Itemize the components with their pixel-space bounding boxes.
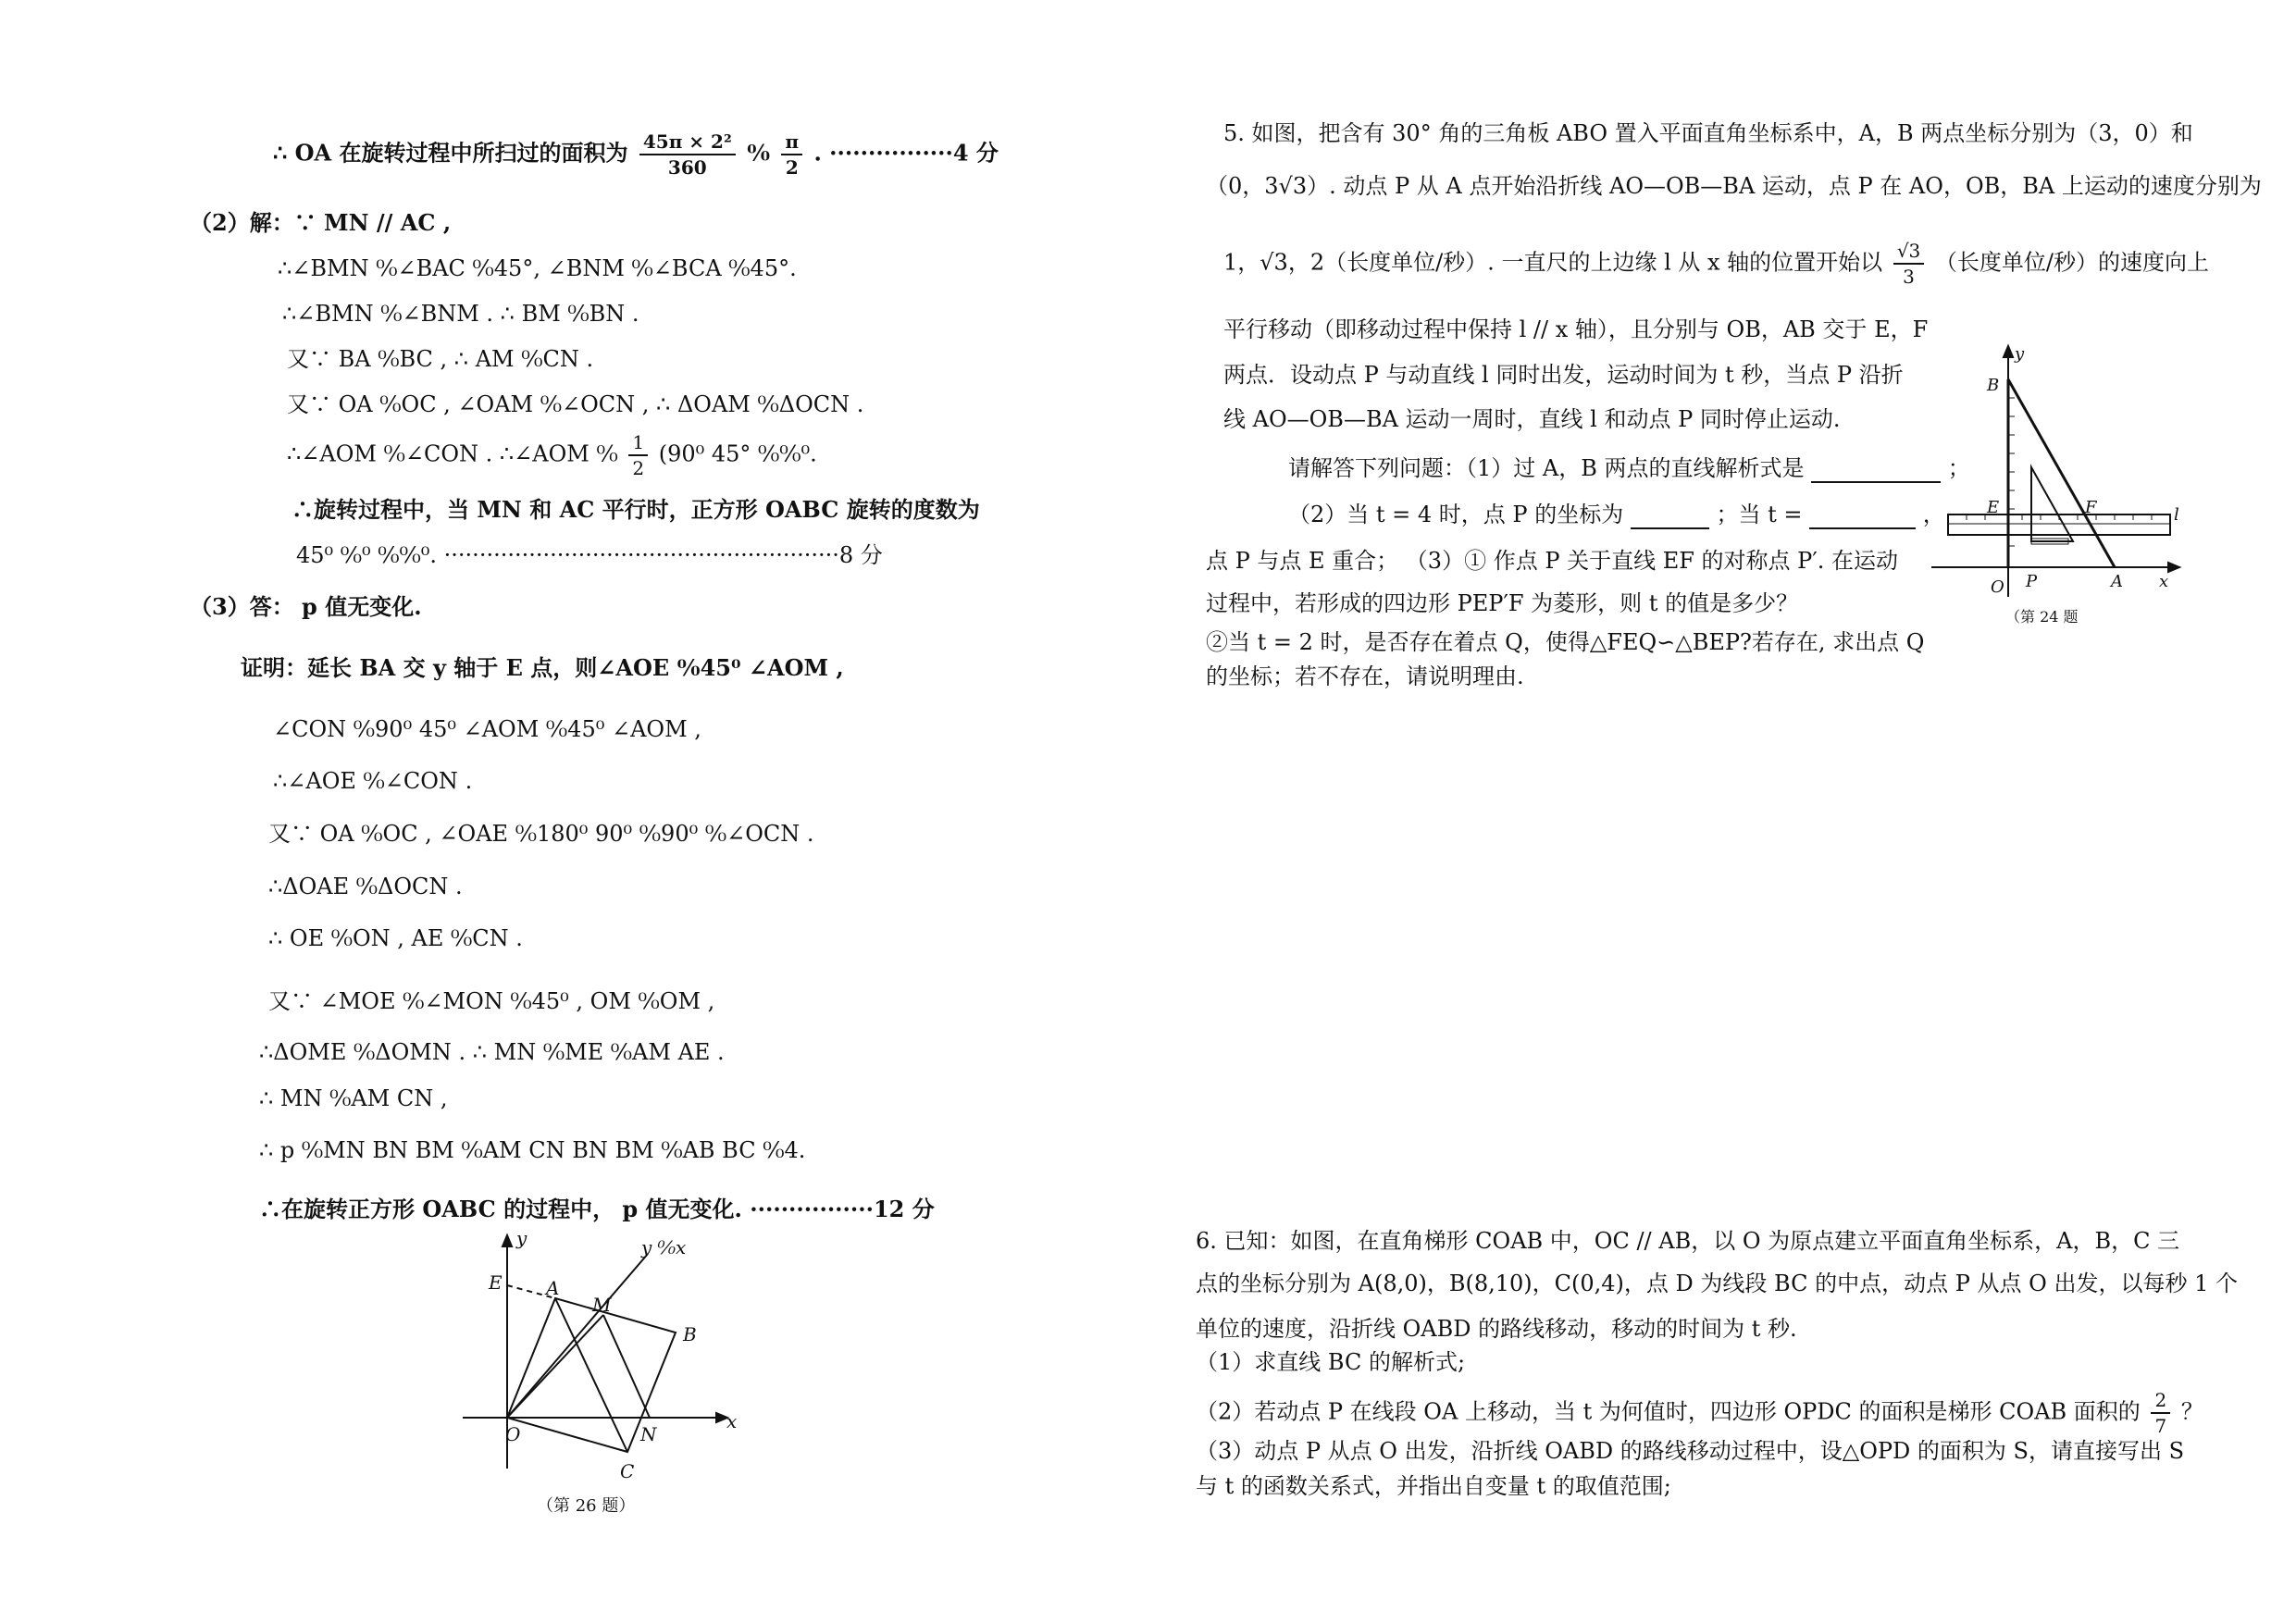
fraction-denominator: 3 bbox=[1903, 266, 1915, 288]
solution-line-18: ∴ΔOME ⁰⁄₀ΔOMN . ∴ MN ⁰⁄₀ME ⁰⁄₀AM AE . bbox=[259, 1039, 725, 1065]
solution-line-17: 又∵ ∠MOE ⁰⁄₀∠MON ⁰⁄₀45⁰ , OM ⁰⁄₀OM , bbox=[268, 988, 715, 1014]
solution-line-11: 证明：延长 BA 交 y 轴于 E 点，则∠AOE ⁰⁄₀45⁰ ∠AOM , bbox=[241, 654, 844, 681]
solution-line-19: ∴ MN ⁰⁄₀AM CN , bbox=[259, 1085, 448, 1111]
text: ；当 t = bbox=[1716, 502, 1803, 527]
text: （2）当 t = 4 时，点 P 的坐标为 bbox=[1288, 502, 1624, 527]
label-o: O bbox=[1991, 577, 2004, 597]
fraction-numerator: √3 bbox=[1893, 239, 1924, 265]
solution-line-4: ∴∠BMN ⁰⁄₀∠BNM . ∴ BM ⁰⁄₀BN . bbox=[282, 301, 639, 327]
q5-line-5: 两点．设动点 P 与动直线 l 同时出发，运动时间为 t 秒，当点 P 沿折 bbox=[1223, 362, 1904, 388]
label-a: A bbox=[546, 1277, 560, 1299]
answer-blank-2[interactable] bbox=[1631, 505, 1709, 529]
q5-line-8 bbox=[1288, 500, 1945, 529]
solution-line-7 bbox=[287, 430, 817, 480]
answer-blank-3[interactable] bbox=[1809, 505, 1916, 529]
text: ， bbox=[1922, 502, 1945, 527]
label-a: A bbox=[2111, 572, 2123, 591]
solution-line-8: ∴旋转过程中，当 MN 和 AC 平行时，正方形 OABC 旋转的度数为 bbox=[292, 496, 980, 523]
fraction-numerator: 2 bbox=[2151, 1388, 2170, 1414]
text: ∴∠AOM ⁰⁄₀∠CON . ∴∠AOM ⁰⁄₀ bbox=[287, 440, 618, 467]
figure-26 bbox=[444, 1226, 759, 1531]
q5-line-9: 点 P 与点 E 重合； （3）① 作点 P 关于直线 EF 的对称点 P′. 在运动 bbox=[1206, 548, 1899, 574]
label-c: C bbox=[620, 1460, 635, 1482]
text: 请解答下列问题：（1）过 A，B 两点的直线解析式是 bbox=[1288, 455, 1805, 481]
solution-line-9: 45⁰ ⁰⁄₀⁰ ⁰⁄₀⁰⁄₀⁰. ························································8 分 bbox=[296, 542, 883, 568]
q5-line-4: 平行移动（即移动过程中保持 l // x 轴），且分别与 OB，AB 交于 E，F bbox=[1223, 316, 1929, 342]
q5-line-10: 过程中，若形成的四边形 PEP′F 为菱形，则 t 的值是多少？ bbox=[1206, 590, 1799, 616]
solution-line-13: ∴∠AOE ⁰⁄₀∠CON . bbox=[273, 768, 473, 794]
solution-line-6: 又∵ OA ⁰⁄₀OC , ∠OAM ⁰⁄₀∠OCN , ∴ ΔOAM ⁰⁄₀ΔOCN . bbox=[287, 391, 864, 417]
y-axis-arrow bbox=[503, 1235, 512, 1246]
solution-line-14: 又∵ OA ⁰⁄₀OC , ∠OAE ⁰⁄₀180⁰ 90⁰ ⁰⁄₀90⁰ ⁰⁄₀∠OCN . bbox=[268, 821, 814, 847]
y-axis-arrow bbox=[2004, 346, 2013, 357]
label-e: E bbox=[1987, 498, 2000, 517]
label-y-eq-x: y ⁰⁄₀x bbox=[641, 1236, 687, 1258]
text: ⁰⁄₀ bbox=[747, 139, 771, 167]
q5-line-7 bbox=[1288, 453, 1970, 483]
q6-line-7: 与 t 的函数关系式，并指出自变量 t 的取值范围; bbox=[1196, 1473, 1671, 1499]
fraction-root3-over-3 bbox=[1893, 239, 1924, 289]
q5-line-6: 线 AO—OB—BA 运动一周时，直线 l 和动点 P 同时停止运动. bbox=[1223, 406, 1841, 432]
q5-line-2: （0，3√3）. 动点 P 从 A 点开始沿折线 AO—OB—BA 运动，点 P 在 AO，OB，BA 上运动的速度分别为 bbox=[1206, 173, 2262, 199]
figure-24 bbox=[1930, 342, 2189, 638]
text: (90⁰ 45° ⁰⁄₀⁰⁄₀⁰. bbox=[658, 440, 817, 467]
solution-line-12: ∠CON ⁰⁄₀90⁰ 45⁰ ∠AOM ⁰⁄₀45⁰ ∠AOM , bbox=[273, 716, 701, 742]
label-o: O bbox=[505, 1423, 521, 1445]
figure-24-caption: （第 24 题 bbox=[2005, 608, 2079, 626]
inner-cutout bbox=[2031, 467, 2073, 541]
segment-ac bbox=[555, 1298, 627, 1452]
solution-line-20: ∴ p ⁰⁄₀MN BN BM ⁰⁄₀AM CN BN BM ⁰⁄₀AB BC ⁰⁄₀4. bbox=[259, 1137, 806, 1163]
label-m: M bbox=[592, 1294, 612, 1316]
text: （2）若动点 P 在线段 OA 上移动，当 t 为何值时，四边形 OPDC 的面积是梯形 COAB 面积的 bbox=[1196, 1398, 2141, 1425]
solution-line-15: ∴ΔOAE ⁰⁄₀ΔOCN . bbox=[268, 874, 463, 899]
q6-line-4: （1）求直线 BC 的解析式; bbox=[1196, 1349, 1466, 1375]
label-x: x bbox=[2159, 572, 2169, 591]
label-y: y bbox=[516, 1227, 527, 1249]
line-y-equals-x bbox=[507, 1254, 648, 1418]
fraction-numerator: 45π × 2² bbox=[639, 130, 736, 155]
text: ； bbox=[1947, 455, 1970, 481]
answer-blank-1[interactable] bbox=[1811, 459, 1941, 483]
fraction-numerator: 1 bbox=[628, 430, 648, 456]
label-b: B bbox=[1987, 376, 2000, 395]
q5-line-1: 5. 如图，把含有 30° 角的三角板 ABO 置入平面直角坐标系中，A，B 两点坐标分别为（3，0）和 bbox=[1223, 120, 2193, 146]
solution-line-2: （2）解：∵ MN // AC , bbox=[190, 209, 452, 236]
q5-line-12: 的坐标；若不存在，请说明理由. bbox=[1206, 663, 1524, 689]
q5-line-3 bbox=[1223, 239, 2209, 289]
solution-line-16: ∴ OE ⁰⁄₀ON , AE ⁰⁄₀CN . bbox=[268, 925, 523, 951]
text: （长度单位/秒）的速度向上 bbox=[1934, 249, 2210, 276]
fraction-denominator: 2 bbox=[785, 156, 799, 179]
solution-line-10: （3）答： p 值无变化. bbox=[190, 593, 422, 620]
text: ？ bbox=[2180, 1398, 2203, 1425]
text: ∴ OA 在旋转过程中所扫过的面积为 bbox=[273, 139, 628, 167]
label-f: F bbox=[2085, 498, 2097, 517]
fraction-numerator: π bbox=[781, 130, 802, 155]
figure-26-caption: （第 26 题） bbox=[537, 1496, 636, 1516]
q6-line-2: 点的坐标分别为 A(8,0)，B(8,10)，C(0,4)，点 D 为线段 BC 的中点，动点 P 从点 O 出发，以每秒 1 个 bbox=[1196, 1271, 2238, 1296]
solution-line-21: ∴在旋转正方形 OABC 的过程中， p 值无变化. ················12 分 bbox=[259, 1196, 935, 1222]
side-ab bbox=[2008, 379, 2115, 567]
fraction-denominator: 7 bbox=[2154, 1415, 2167, 1437]
text: 1，√3，2（长度单位/秒）. 一直尺的上边缘 l 从 x 轴的位置开始以 bbox=[1223, 249, 1883, 276]
solution-line-1 bbox=[273, 130, 999, 180]
q6-line-3: 单位的速度，沿折线 OABD 的路线移动，移动的时间为 t 秒. bbox=[1196, 1316, 1797, 1342]
label-e: E bbox=[489, 1271, 503, 1294]
solution-line-3: ∴∠BMN ⁰⁄₀∠BAC ⁰⁄₀45°, ∠BNM ⁰⁄₀∠BCA ⁰⁄₀45°. bbox=[278, 255, 797, 281]
q6-line-6: （3）动点 P 从点 O 出发，沿折线 OABD 的路线移动过程中，设△OPD 的面积为 S，请直接写出 S bbox=[1196, 1438, 2185, 1464]
label-p: P bbox=[2026, 572, 2038, 591]
fraction-denominator: 2 bbox=[632, 457, 645, 479]
solution-line-5: 又∵ BA ⁰⁄₀BC , ∴ AM ⁰⁄₀CN . bbox=[287, 346, 594, 372]
q6-line-1: 6. 已知：如图，在直角梯形 COAB 中，OC // AB，以 O 为原点建立平面直角坐标系，A，B，C 三 bbox=[1196, 1228, 2180, 1254]
fraction-half bbox=[628, 430, 648, 480]
fraction-two-sevenths bbox=[2151, 1388, 2170, 1438]
fraction-denominator: 360 bbox=[667, 156, 707, 179]
fraction-pi-half bbox=[781, 130, 802, 180]
x-axis-arrow bbox=[2168, 563, 2179, 572]
label-l: l bbox=[2174, 505, 2179, 525]
label-x: x bbox=[726, 1410, 738, 1432]
segment-om bbox=[507, 1315, 603, 1418]
text: . ················4 分 bbox=[813, 139, 999, 167]
label-y: y bbox=[2015, 344, 2025, 364]
fraction-area bbox=[639, 130, 736, 180]
q5-line-11: ②当 t = 2 时，是否存在着点 Q，使得△FEQ∽△BEP?若存在, 求出点 Q bbox=[1206, 629, 1925, 655]
segment-mn bbox=[603, 1315, 650, 1418]
label-n: N bbox=[640, 1423, 657, 1445]
q6-line-5 bbox=[1196, 1388, 2203, 1438]
label-b: B bbox=[683, 1323, 697, 1345]
